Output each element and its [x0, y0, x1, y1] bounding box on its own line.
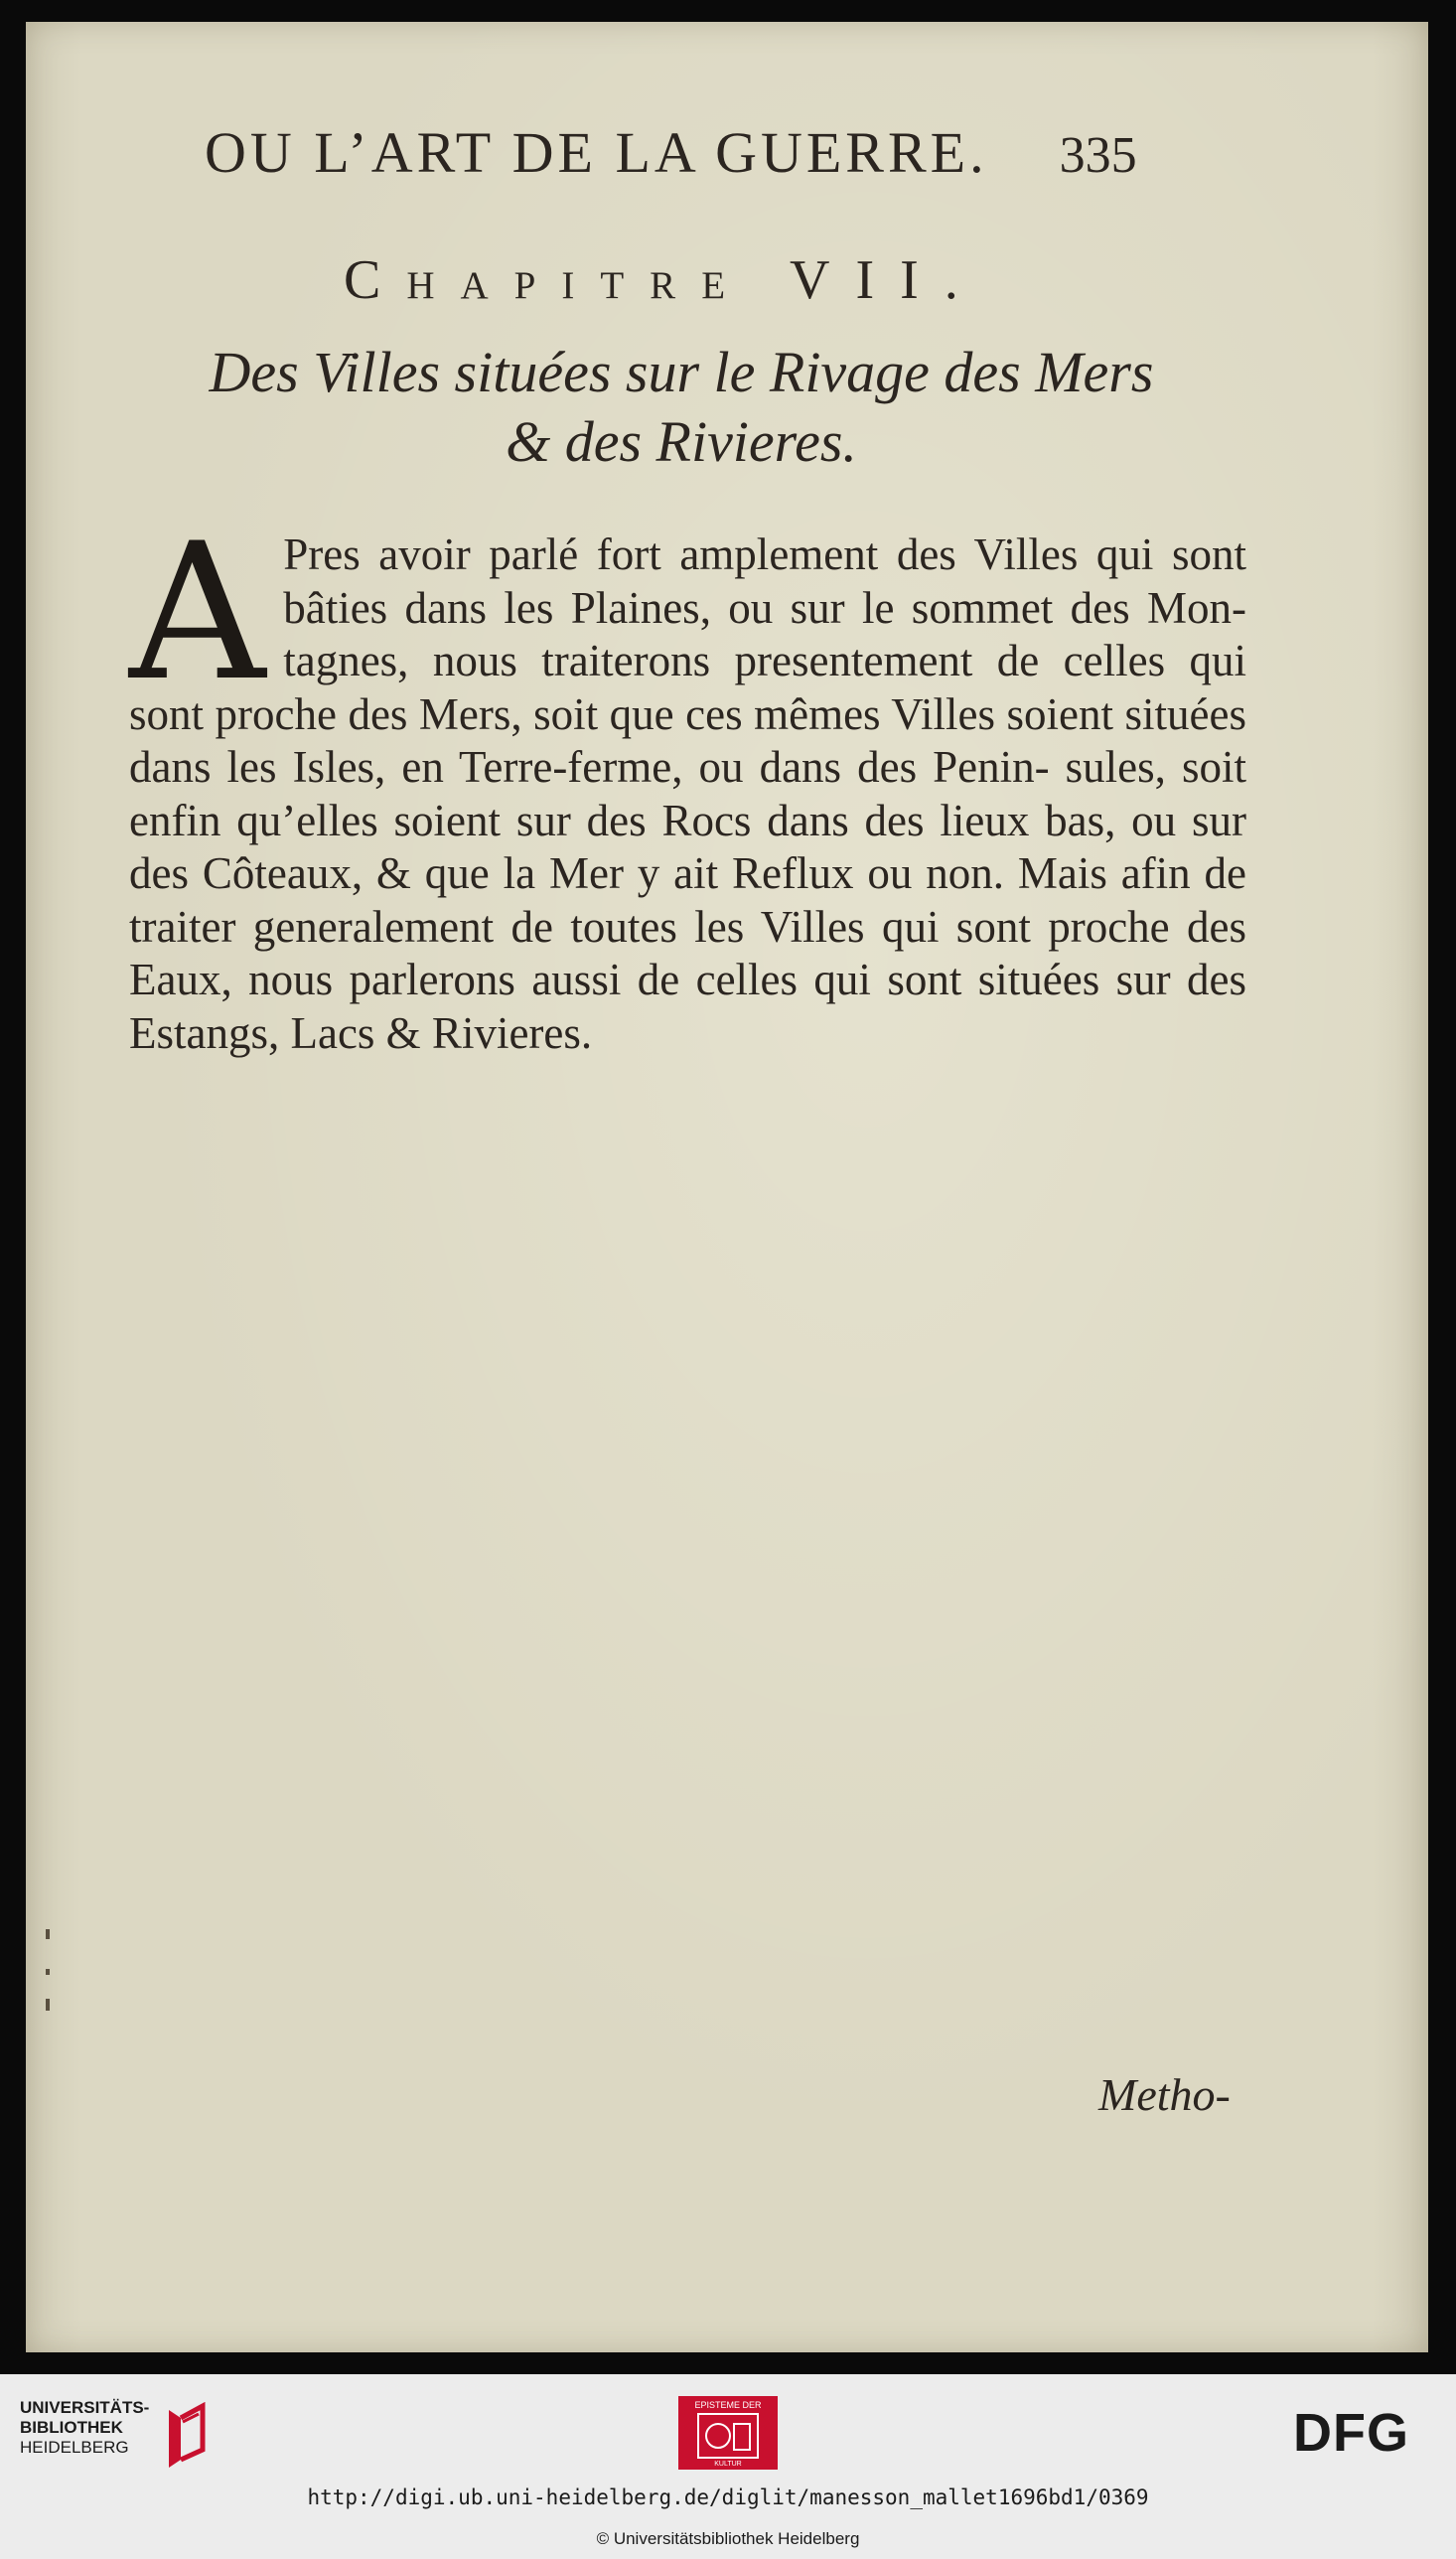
body-line: situées dans les Isles, en Terre-ferme, ou dans des Penin- — [129, 688, 1246, 792]
svg-text:EPISTEME DER: EPISTEME DER — [694, 2400, 762, 2410]
chapter-subtitle — [135, 338, 1228, 477]
spine-mark — [46, 1929, 50, 1939]
book-page — [26, 22, 1428, 2352]
ub-heidelberg-logo[interactable]: UNIVERSITÄTS- BIBLIOTHEK HEIDELBERG — [20, 2398, 211, 2472]
running-title: OU L’ART DE LA GUERRE. — [205, 120, 988, 185]
copyright-notice: © Universitätsbibliothek Heidelberg — [596, 2529, 860, 2548]
subtitle-line-2: & des Rivieres. — [506, 409, 857, 474]
body-line: Pres avoir parlé fort amplement des Villes qui sont — [283, 529, 1246, 579]
viewer-footer — [0, 2374, 1456, 2559]
ub-logo-mark-icon — [159, 2402, 211, 2472]
subtitle-line-1: Des Villes situées sur le Rivage des Mers — [209, 340, 1154, 404]
running-head — [205, 119, 1257, 186]
chapter-heading: Chapitre VII. — [344, 249, 984, 311]
body-paragraph — [129, 503, 1247, 1060]
permalink-url[interactable]: http://digi.ub.uni-heidelberg.de/diglit/manesson_mallet1696bd1/0369 — [307, 2485, 1149, 2509]
body-line: sules, soit enfin qu’elles soient sur des Rocs dans des lieux — [129, 742, 1246, 845]
body-line: tagnes, nous traiterons presentement de celles — [283, 636, 1190, 685]
page-number: 335 — [1059, 127, 1137, 184]
spine-mark — [46, 1999, 50, 2011]
spine-mark — [46, 1969, 50, 1975]
body-line: bas, ou sur des Côteaux, & que la Mer y ait Reflux ou non. — [129, 795, 1246, 898]
catchword: Metho- — [1098, 2069, 1231, 2120]
body-line: proche des Eaux, nous parlerons aussi de celles qui sont — [129, 901, 1246, 1004]
drop-cap: A — [129, 503, 266, 722]
episteme-logo[interactable] — [678, 2396, 778, 2470]
body-line: Mais afin de traiter generalement de toutes les Villes qui sont — [129, 848, 1247, 952]
body-line: bâties dans les Plaines, ou sur le sommet des Mon- — [283, 582, 1246, 633]
body-line: qui sont proche des Mers, soit que ces mêmes Villes soient — [129, 636, 1246, 739]
svg-text:KULTUR: KULTUR — [714, 2461, 742, 2468]
dfg-logo[interactable]: DFG — [1293, 2403, 1409, 2463]
body-line: situées sur des Estangs, Lacs & Rivieres. — [129, 955, 1246, 1058]
